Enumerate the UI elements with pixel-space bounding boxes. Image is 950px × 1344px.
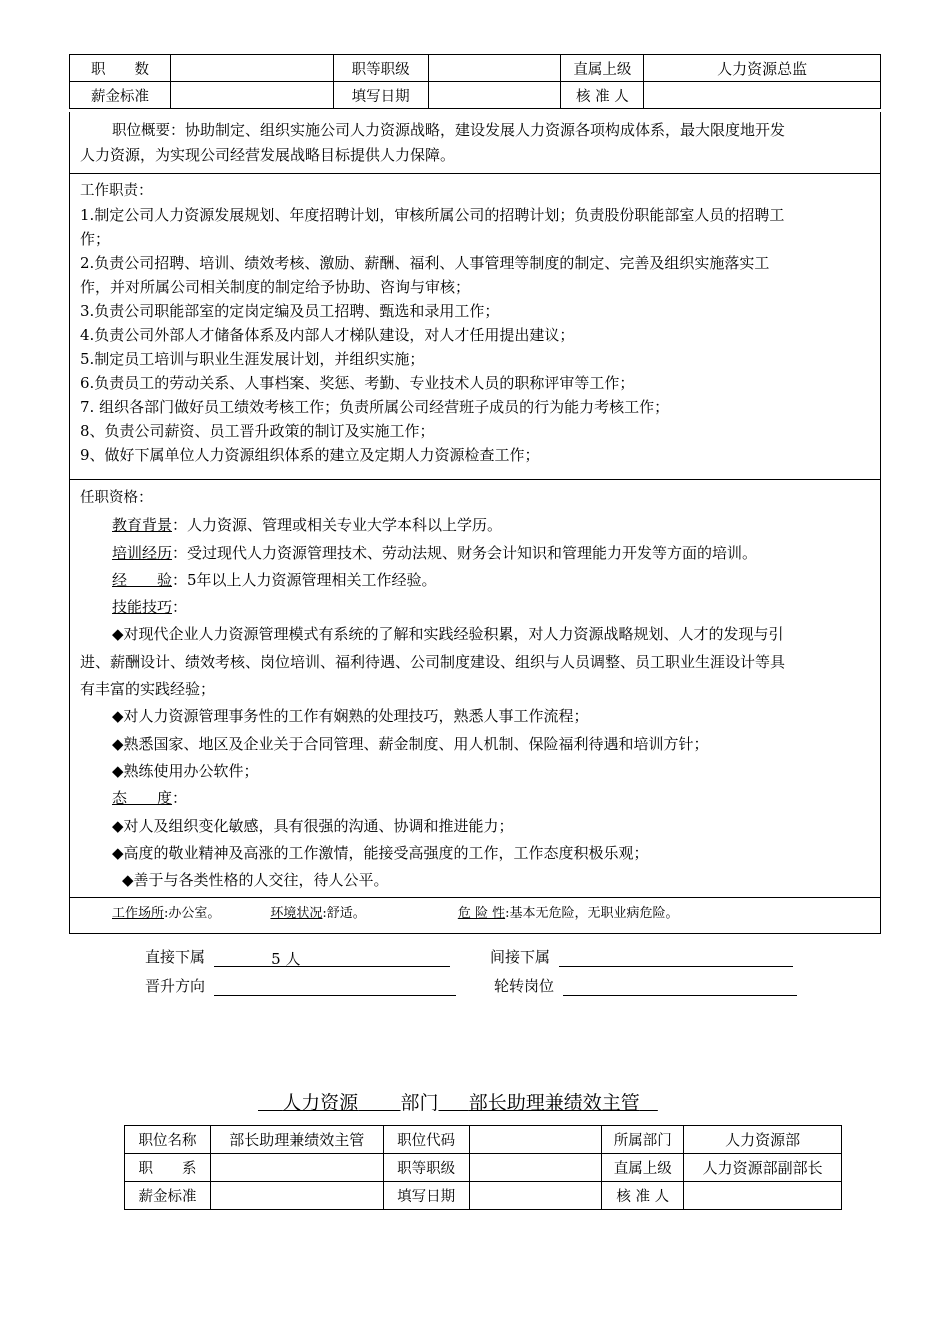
overview-label: 职位概要 [112, 123, 170, 139]
overview-line [80, 118, 870, 143]
grade-value [469, 1154, 602, 1182]
salary-label: 薪金标准 [125, 1182, 211, 1210]
direct-value: 5 人 [271, 950, 301, 968]
position-name-value: 部长助理兼绩效主管 [210, 1126, 383, 1154]
table-row [125, 1182, 842, 1210]
overview-text: ：协助制定、组织实施公司人力资源战略，建设发展人力资源各项构成体系，最大限度地开发 [170, 121, 786, 139]
section-title [258, 1088, 658, 1115]
direct-label: 直接下属 [145, 948, 206, 966]
place-value: :办公室。 [164, 906, 221, 921]
position-code-value [469, 1126, 602, 1154]
duty-line: 5.制定员工培训与职业生涯发展计划，并组织实施； [80, 350, 425, 368]
date-value [428, 82, 561, 109]
duties-title: 工作职责： [80, 181, 154, 199]
position-overview [69, 112, 881, 174]
supervisor-label: 直属上级 [602, 1154, 684, 1182]
qualifications-section [69, 480, 881, 898]
supervisor-label: 直属上级 [561, 55, 644, 82]
rank-label: 职 数 [70, 55, 171, 82]
promotion-value [214, 977, 456, 996]
date-value [469, 1182, 602, 1210]
salary-label: 薪金标准 [70, 82, 171, 109]
approver-value [644, 82, 881, 109]
skill-item: ◆熟练使用办公软件； [112, 761, 259, 780]
duty-line: 作，并对所属公司相关制度的制定给予协助、咨询与审核； [80, 278, 471, 296]
rotation-value [563, 977, 797, 996]
position-name-label: 职位名称 [125, 1126, 211, 1154]
position-code-label: 职位代码 [383, 1126, 469, 1154]
date-label: 填写日期 [383, 1182, 469, 1210]
grade-value [428, 55, 561, 82]
title-department: 人力资源 [282, 1092, 359, 1114]
grade-label: 职等职级 [383, 1154, 469, 1182]
table-row [70, 55, 881, 82]
position-info-table-2 [124, 1125, 842, 1210]
qualifications-title: 任职资格： [80, 488, 154, 506]
experience-label: 经 验 [112, 570, 173, 589]
approver-label: 核 准 人 [561, 82, 644, 109]
duty-line: 1.制定公司人力资源发展规划、年度招聘计划，审核所属公司的招聘计划；负责股份职能部室人员的招聘工 [80, 206, 785, 224]
duty-line: 6.负责员工的劳动关系、人事档案、奖惩、考勤、专业技术人员的职称评审等工作； [80, 374, 635, 392]
rotation-label: 轮转岗位 [494, 977, 555, 995]
duty-line: 作； [80, 230, 111, 248]
title-position: 部长助理兼绩效主管 [468, 1092, 640, 1114]
duty-line: 8、负责公司薪资、员工晋升政策的制订及实施工作； [80, 422, 435, 440]
salary-value [170, 82, 333, 109]
approver-label: 核 准 人 [602, 1182, 684, 1210]
environment-value: :舒适。 [322, 906, 366, 921]
series-label: 职 系 [125, 1154, 211, 1182]
education-line [80, 512, 870, 539]
experience-line [80, 567, 870, 594]
supervisor-value: 人力资源部副部长 [684, 1154, 842, 1182]
work-environment-row [69, 898, 881, 934]
skills-line: 技能技巧： [112, 598, 188, 617]
training-label: 培训经历 [112, 543, 173, 562]
approver-value [684, 1182, 842, 1210]
duty-line: 9、做好下属单位人力资源组织体系的建立及定期人力资源检查工作； [80, 446, 540, 464]
education-text: ：人力资源、管理或相关专业大学本科以上学历。 [172, 516, 503, 535]
duty-line: 2.负责公司招聘、培训、绩效考核、激励、薪酬、福利、人事管理等制度的制定、完善及组织实施落实工 [80, 254, 770, 272]
overview-line: 人力资源，为实现公司经营发展战略目标提供人力保障。 [80, 146, 456, 164]
training-line [80, 540, 870, 567]
skill-item: ◆熟悉国家、地区及企业关于合同管理、薪金制度、用人机制、保险福利待遇和培训方针； [112, 734, 709, 753]
skill-item: ◆对人力资源管理事务性的工作有娴熟的处理技巧，熟悉人事工作流程； [112, 707, 589, 726]
environment-label: 环境状况 [270, 906, 323, 921]
grade-label: 职等职级 [333, 55, 428, 82]
department-value: 人力资源部 [684, 1126, 842, 1154]
attitude-line: 态 度： [112, 789, 188, 808]
table-row [125, 1126, 842, 1154]
salary-value [210, 1182, 383, 1210]
indirect-subordinates [490, 946, 793, 967]
rotation-position [494, 975, 797, 996]
promotion-direction [145, 975, 456, 996]
risk-value: :基本无危险，无职业病危险。 [505, 906, 679, 921]
department-label: 所属部门 [602, 1126, 684, 1154]
duty-line: 4.负责公司外部人才储备体系及内部人才梯队建设，对人才任用提出建议； [80, 326, 575, 344]
skill-item: ◆对现代企业人力资源管理模式有系统的了解和实践经验积累，对人力资源战略规划、人才的发现与引 [112, 625, 784, 644]
rank-value [170, 55, 333, 82]
title-department-suffix: 部门 [400, 1092, 439, 1114]
risk-label: 危 险 性 [457, 906, 506, 921]
attitude-item: ◆对人及组织变化敏感，具有很强的沟通、协调和推进能力； [112, 816, 514, 835]
direct-subordinates [145, 946, 450, 967]
table-row [70, 82, 881, 109]
experience-text: ：5年以上人力资源管理相关工作经验。 [172, 570, 437, 589]
indirect-value [559, 948, 793, 967]
training-text: ：受过现代人力资源管理技术、劳动法规、财务会计知识和管理能力开发等方面的培训。 [172, 543, 758, 562]
duty-line: 3.负责公司职能部室的定岗定编及员工招聘、甄选和录用工作； [80, 302, 500, 320]
position-info-table [69, 54, 881, 109]
duties-section [69, 174, 881, 480]
duty-line: 7. 组织各部门做好员工绩效考核工作；负责所属公司经营班子成员的行为能力考核工作； [80, 398, 670, 416]
date-label: 填写日期 [333, 82, 428, 109]
attitude-item: ◆高度的敬业精神及高涨的工作激情，能接受高强度的工作，工作态度积极乐观； [112, 843, 649, 862]
place-label: 工作场所 [112, 906, 165, 921]
skill-item: 有丰富的实践经验； [80, 680, 216, 699]
table-row [125, 1154, 842, 1182]
education-label: 教育背景 [112, 516, 173, 535]
supervisor-value: 人力资源总监 [644, 55, 881, 82]
attitude-label: 态 度 [112, 789, 173, 808]
promotion-label: 晋升方向 [145, 977, 206, 995]
skill-item: 进、薪酬设计、绩效考核、岗位培训、福利待遇、公司制度建设、组织与人员调整、员工职业生涯设计等具 [80, 652, 786, 671]
skills-label: 技能技巧 [112, 598, 173, 617]
series-value [210, 1154, 383, 1182]
attitude-item: ◆善于与各类性格的人交往，待人公平。 [122, 871, 389, 890]
indirect-label: 间接下属 [490, 948, 551, 966]
